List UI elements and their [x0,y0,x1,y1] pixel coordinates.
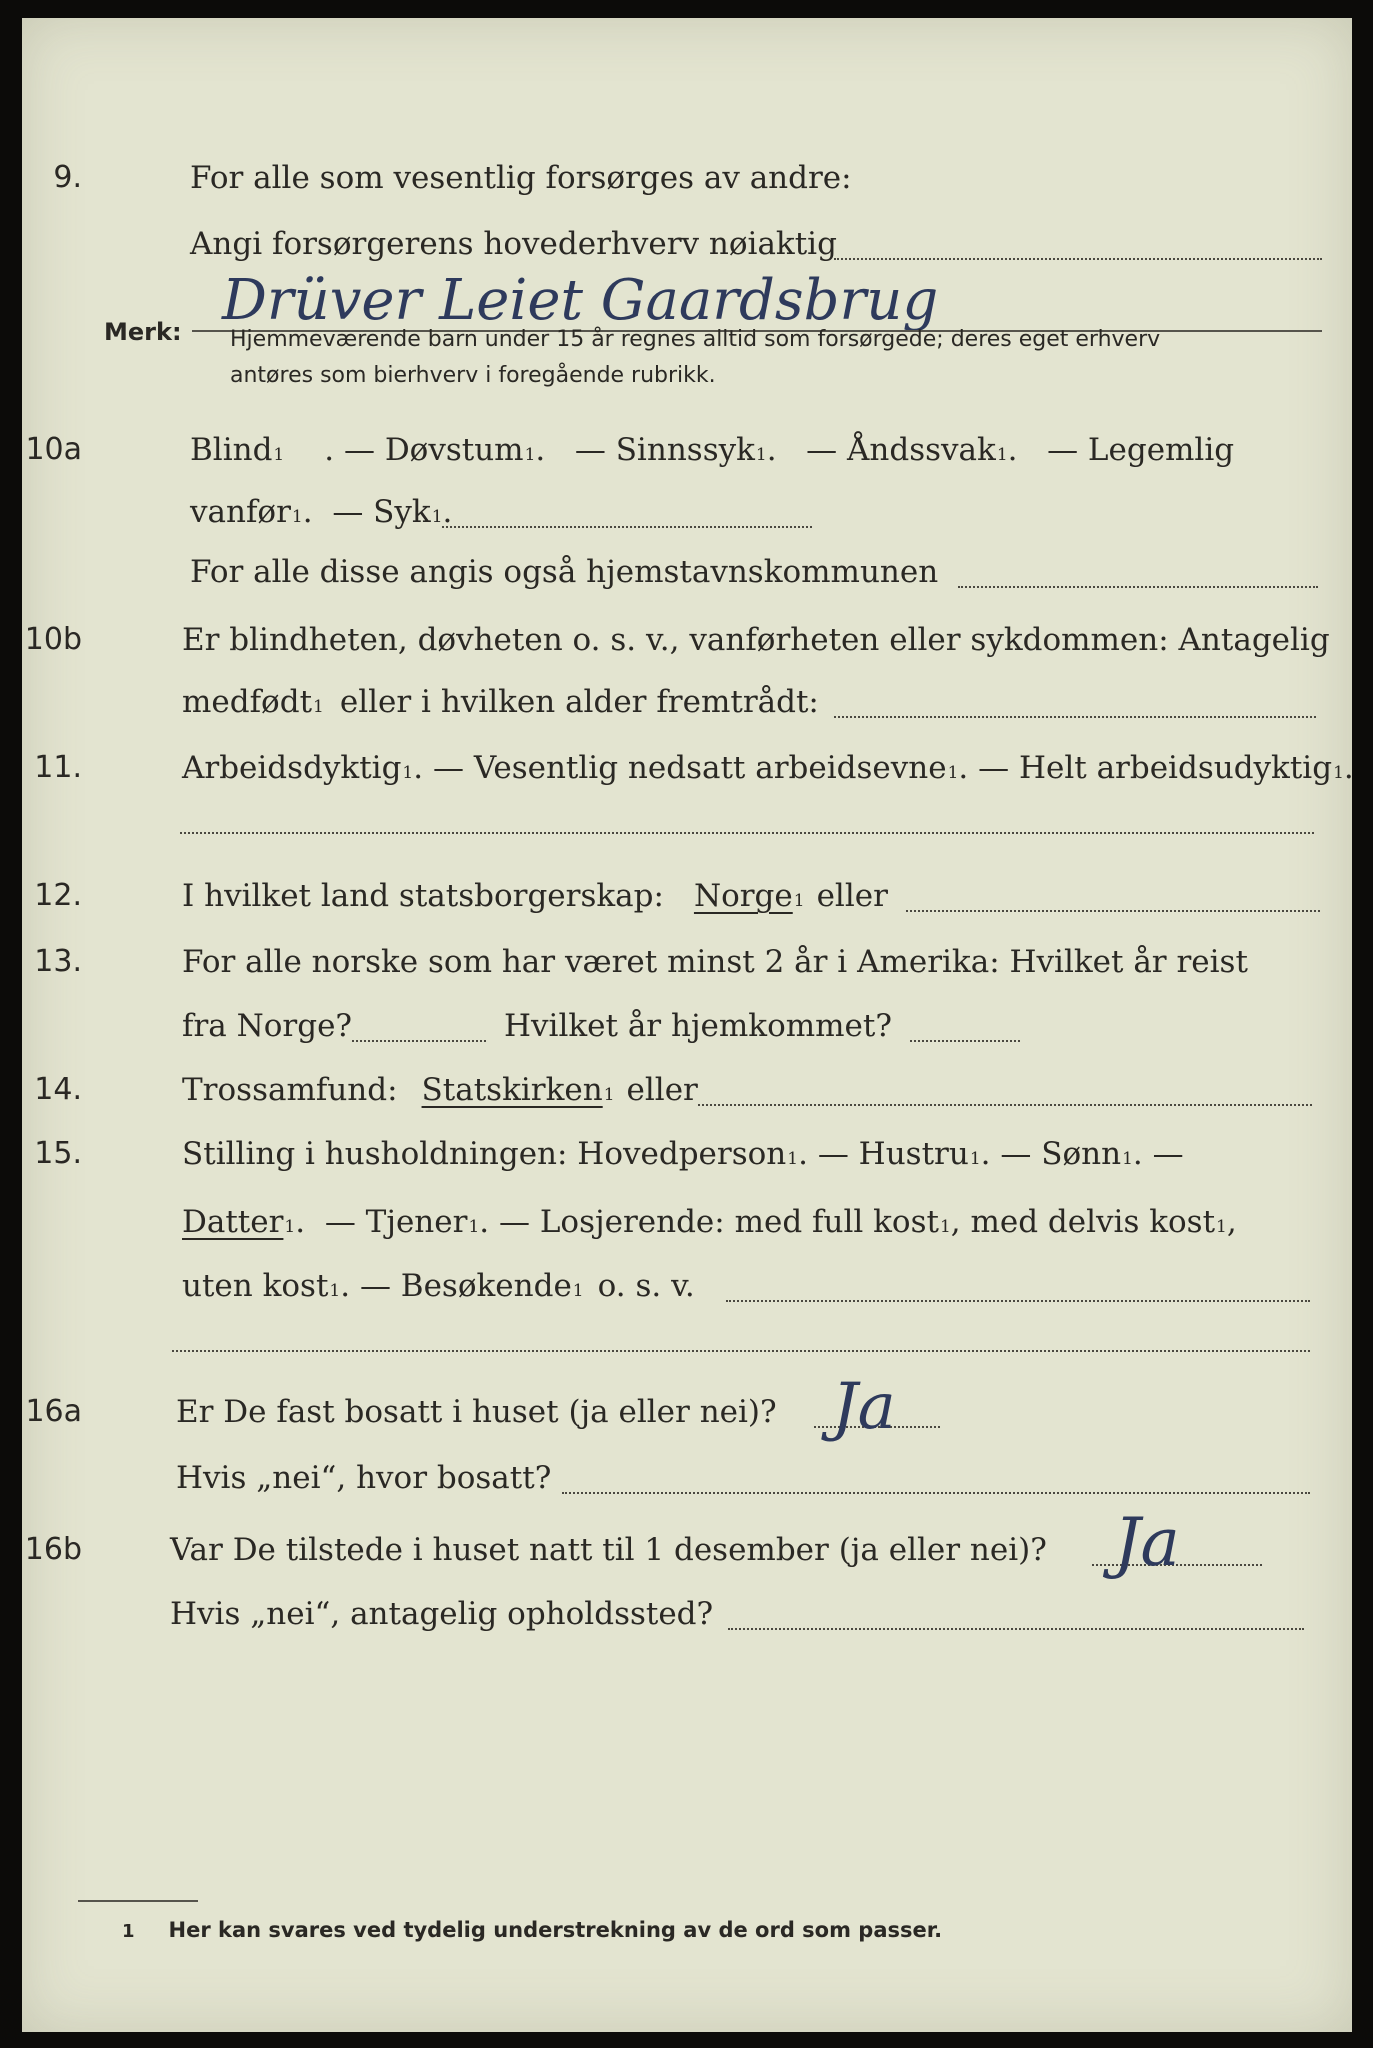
q10a-number: 10a [25,432,82,467]
q15-answer-line[interactable] [726,1300,1310,1302]
q14-opt-statskirken[interactable]: Statskirken [421,1072,603,1108]
q15-opt-besokende[interactable]: — Besøkende [359,1268,572,1304]
q11-options: Arbeidsdyktig 1 . — Vesentlig nedsatt arbeidsevne 1 . — Helt arbeidsudyktig 1 . [182,748,1354,793]
q15-opt-datter[interactable]: Datter [182,1204,284,1240]
q16b-opholdssted: Hvis „nei“, antagelig opholdssted? [170,1596,714,1632]
q13-hjemkommet-line[interactable] [910,1040,1020,1042]
footnote-marker: 1 [313,697,324,717]
footnote-marker: 1 [291,507,303,527]
q15-opt-tjener[interactable]: — Tjener [324,1204,468,1240]
footnote-marker: 1 [969,1149,981,1169]
q15-opt-uten-kost[interactable]: uten kost [182,1268,329,1304]
q16b-handwritten-answer: Ja [1114,1504,1180,1581]
q10b-number: 10b [24,622,82,657]
footnote-marker: 1 [524,445,536,465]
q13-reist-line[interactable] [352,1040,486,1042]
footnote-marker: 1 [329,1281,341,1301]
footnote-marker: 1 [1122,1149,1133,1169]
q9-handwritten-answer: Drüver Leiet Gaardsbrug [222,268,939,333]
footnote-marker: 1 [284,1217,296,1237]
footnote-marker: 1 [431,507,443,527]
q15-osv: o. s. v. [597,1268,695,1304]
q10a-hjemstavn-line[interactable] [958,586,1318,588]
q10a-opt-syk[interactable]: — Syk [332,494,431,530]
footnote-text: Her kan svares ved tydelig understrekning av de ord som passer. [168,1918,943,1942]
q10b-alder: eller i hvilken alder fremtrådt: [339,684,819,720]
q15-comma: , [1226,1204,1237,1240]
q16a-bosatt: Hvis „nei“, hvor bosatt? [176,1460,552,1496]
footnote [122,1918,942,1942]
q16a-number: 16a [25,1394,82,1429]
footnote-marker: 1 [787,1149,799,1169]
footnote-marker: 1 [755,445,767,465]
q15-number: 15. [34,1136,82,1171]
footnote-number: 1 [122,1921,135,1942]
q15-opt-delvis-kost[interactable]: , med delvis kost [950,1204,1216,1240]
q10a-opt-blind[interactable]: Blind [190,432,273,468]
q11-end: . [1343,750,1354,786]
q16a-bosatt-line[interactable] [562,1492,1310,1494]
q14-text [182,1070,698,1115]
q15-options-3: uten kost 1 . — Besøkende 1 o. s. v. [182,1266,695,1311]
q14-eller: eller [626,1072,698,1108]
q10a-hjemstavn-text: For alle disse angis også hjemstavnskommunen [190,554,939,590]
q15-options-1: Stilling i husholdningen: Hovedperson 1 . — Hustru 1 . — Sønn 1 . — [182,1134,1184,1179]
q14-number: 14. [34,1072,82,1107]
q14-prompt: Trossamfund: [182,1072,398,1108]
q10a-options-2: vanfør 1 . — Syk 1 . [190,492,452,537]
q11-answer-line[interactable] [180,832,1314,834]
q12-opt-norge[interactable]: Norge [693,878,793,914]
q15-opt-sonn[interactable]: — Sønn [1000,1136,1122,1172]
q9-number: 9. [53,160,82,195]
q10b-text: Er blindheten, døvheten o. s. v., vanførheten eller sykdommen: Antagelig [182,622,1330,658]
footnote-marker: 1 [402,763,414,783]
q12-text [182,876,888,921]
q12-prompt: I hvilket land statsborgerskap: [182,878,664,914]
footnote-marker: 1 [1216,1217,1227,1237]
q15-options-2: Datter 1 . — Tjener 1 . — Losjerende: med full kost 1 , med delvis kost 1 , [182,1202,1237,1247]
merk-text-line1: Hjemmeværende barn under 15 år regnes alltid som forsørgede; deres eget erhverv [230,327,1161,352]
q13-hjemkommet: Hvilket år hjemkommet? [504,1008,892,1044]
q16b-text: Var De tilstede i huset natt til 1 desember (ja eller nei)? [170,1532,1047,1568]
q10a-options: Blind 1 . — Døvstum 1 . — Sinnssyk 1 . — Åndssvak 1 . — Legemlig [190,430,1234,475]
q12-number: 12. [34,878,82,913]
q11-opt-udyktig[interactable]: — Helt arbeidsudyktig [978,750,1333,786]
q11-opt-arbeidsdyktig[interactable]: Arbeidsdyktig [182,750,402,786]
q16b-number: 16b [24,1532,82,1567]
merk-text-line2: antøres som bierhverv i foregående rubrikk. [230,363,716,388]
q10b-opt-medfodt[interactable]: medfødt [182,684,313,720]
q10b-text-2 [182,682,819,727]
footnote-rule [78,1900,198,1902]
q10a-opt-sinnssyk[interactable]: — Sinnssyk [574,432,755,468]
q13-reist: fra Norge? [182,1008,353,1044]
footnote-marker: 1 [603,1085,615,1105]
q15-opt-full-kost[interactable]: — Losjerende: med full kost [498,1204,939,1240]
q11-opt-nedsatt[interactable]: — Vesentlig nedsatt arbeidsevne [432,750,947,786]
q15-dash: — [1152,1136,1184,1172]
q16a-handwritten-answer: Ja [832,1370,896,1444]
q15-opt-hovedperson[interactable]: Stilling i husholdningen: Hovedperson [182,1136,787,1172]
q16a-text: Er De fast bosatt i huset (ja eller nei)? [176,1394,777,1430]
q15-answer-line-2[interactable] [172,1350,1310,1352]
footnote-marker: 1 [939,1217,951,1237]
footnote-marker: 1 [273,445,285,465]
merk-label: Merk: [104,318,182,346]
q9-prompt: Angi forsørgerens hovederhverv nøiaktig [190,226,837,262]
q9-text: For alle som vesentlig forsørges av andre: [190,160,852,196]
q10b-answer-line[interactable] [834,716,1316,718]
q12-eller: eller [816,878,888,914]
q9-answer-line[interactable] [834,258,1322,260]
footnote-marker: 1 [468,1217,480,1237]
q10a-opt-andssvak[interactable]: — Åndssvak [806,432,996,468]
footnote-marker: 1 [572,1281,584,1301]
q13-text: For alle norske som har været minst 2 år i Amerika: Hvilket år reist [182,944,1248,980]
q10a-opt-vanfor[interactable]: vanfør [190,494,291,530]
footnote-marker: 1 [947,763,959,783]
q12-answer-line[interactable] [906,910,1320,912]
census-form-page [22,18,1352,2032]
q11-number: 11. [34,750,82,785]
q10a-opt-legemlig[interactable]: — Legemlig [1047,432,1235,468]
footnote-marker: 1 [793,891,805,911]
q10a-opt-dovstum[interactable]: — Døvstum [343,432,524,468]
q13-number: 13. [34,944,82,979]
q15-opt-hustru[interactable]: — Hustru [817,1136,969,1172]
footnote-marker: 1 [996,445,1008,465]
q10a-syk-line[interactable] [442,526,812,528]
q14-answer-line[interactable] [698,1104,1312,1106]
q16b-opholdssted-line[interactable] [728,1628,1304,1630]
footnote-marker: 1 [1333,763,1344,783]
